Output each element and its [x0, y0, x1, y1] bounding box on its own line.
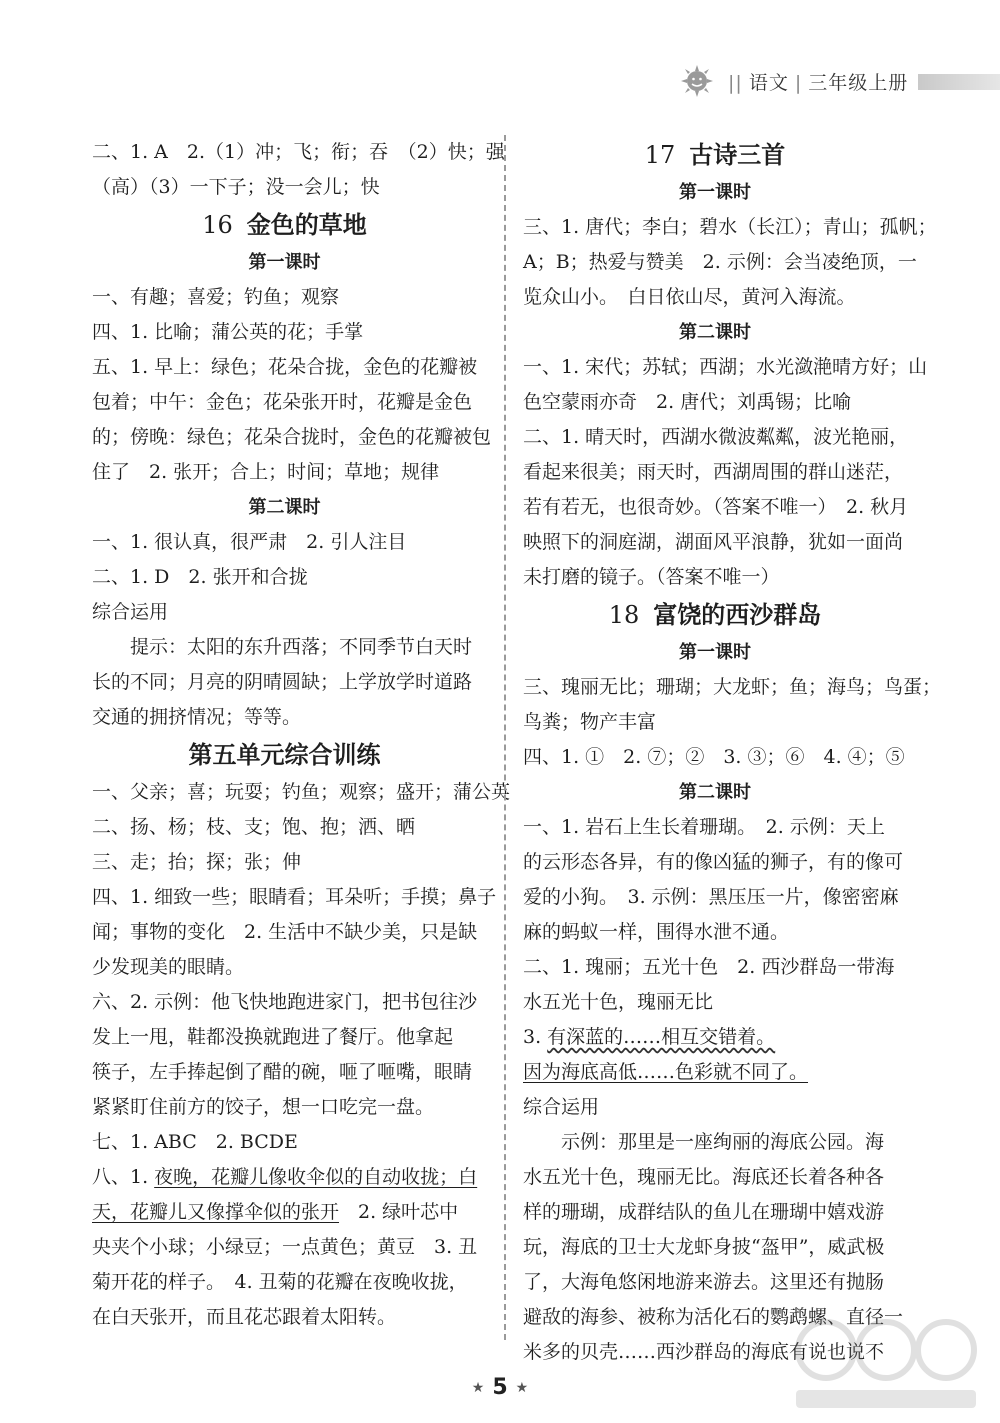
lesson-subtitle: 第一课时 — [679, 642, 751, 663]
lesson-subtitle: 第二课时 — [679, 782, 751, 803]
answer-line: 二、1. 晴天时，西湖水微波粼粼，波光艳丽， — [523, 426, 909, 448]
section-title — [523, 135, 907, 175]
section-number: 18 — [608, 601, 640, 629]
answer-line — [523, 1055, 907, 1090]
underlined-text: 有深蓝的……相互交错着。 — [547, 1026, 776, 1048]
underlined-text: 天，花瓣儿又像撑伞似的张开 — [92, 1201, 340, 1223]
answer-line: 闻；事物的变化 2. 生活中不缺少美，只是缺 — [92, 921, 478, 943]
answer-line: 住了 2. 张开；合上；时间；草地；规律 — [92, 461, 440, 483]
lesson-subtitle: 第二课时 — [248, 497, 321, 518]
answer-line: 一、1. 宋代；苏轼；西湖；水光潋滟晴方好；山 — [523, 356, 928, 378]
answer-line — [92, 1160, 477, 1195]
answer-line: 五、1. 早上：绿色；花朵合拢，金色的花瓣被 — [92, 356, 478, 378]
answer-line: A；B；热爱与赞美 2. 示例：会当凌绝顶，一 — [523, 251, 917, 273]
answer-line: 菊开花的样子。 4. 丑菊的花瓣在夜晚收拢， — [92, 1271, 468, 1293]
answer-line: 一、父亲；喜；玩耍；钓鱼；观察；盛开；蒲公英 — [92, 781, 511, 803]
answer-line: 的云形态各异，有的像凶猛的狮子，有的像可 — [523, 851, 904, 873]
answer-text: 2. 绿叶芯中 — [339, 1201, 459, 1223]
section-title-text: 富饶的西沙群岛 — [653, 601, 822, 629]
answer-line: 央夹个小球；小绿豆；一点黄色；黄豆 3. 丑 — [92, 1236, 478, 1258]
answer-line: 麻的蚂蚁一样，围得水泄不通。 — [523, 921, 790, 943]
star-icon: ★ — [471, 1380, 485, 1396]
answer-line: 玩，海底的卫士大龙虾身披“盔甲”，威武极 — [523, 1236, 885, 1258]
answer-line: 看起来很美；雨天时，西湖周围的群山迷茫， — [523, 461, 904, 483]
section-title-text: 第五单元综合训练 — [188, 741, 381, 769]
answer-line: 一、1. 很认真，很严肃 2. 引人注目 — [92, 531, 407, 553]
section-title — [523, 595, 907, 635]
answer-line: 避敌的海参、被称为活化石的鹦鹉螺、直径一 — [523, 1306, 904, 1328]
answer-line: 色空蒙雨亦奇 2. 唐代；刘禹锡；比喻 — [523, 391, 852, 413]
lesson-subtitle: 第一课时 — [248, 252, 321, 273]
answer-line: 览众山小。 白日依山尽，黄河入海流。 — [523, 286, 856, 308]
answer-line: （高）（3）一下子；没一会儿；快 — [92, 176, 380, 198]
answer-text: 八、1. — [92, 1166, 155, 1188]
star-icon: ★ — [515, 1380, 529, 1396]
section-title — [92, 205, 477, 245]
answer-line: 四、1. ① 2. ⑦；② 3. ③；⑥ 4. ④；⑤ — [523, 746, 905, 768]
lesson-subtitle: 第一课时 — [679, 182, 751, 203]
section-number: 16 — [202, 211, 233, 239]
answer-line: 四、1. 细致一些；眼睛看；耳朵听；手摸；鼻子 — [92, 886, 497, 908]
header-grade: 三年级上册 — [808, 72, 909, 94]
page-header — [680, 62, 1000, 102]
answer-line: 提示：太阳的东升西落；不同季节白天时 — [130, 636, 473, 658]
answer-text: 3. — [523, 1026, 548, 1048]
answer-line: 交通的拥挤情况；等等。 — [92, 706, 302, 728]
sun-logo-icon — [680, 64, 714, 98]
page-number: 5 — [492, 1375, 508, 1400]
answer-line — [92, 1195, 477, 1230]
answer-line: 水五光十色，瑰丽无比。海底还长着各种各 — [523, 1166, 885, 1188]
header-bar — [918, 74, 1000, 90]
answer-line: 综合运用 — [92, 601, 169, 623]
section-title — [92, 735, 477, 775]
answer-line: 若有若无，也很奇妙。（答案不唯一） 2. 秋月 — [523, 496, 909, 518]
answer-line: 映照下的洞庭湖，湖面风平浪静，犹如一面尚 — [523, 531, 904, 553]
lesson-subtitle: 第二课时 — [679, 322, 751, 343]
answer-line: 在白天张开，而且花芯跟着太阳转。 — [92, 1306, 397, 1328]
answer-line: 水五光十色，瑰丽无比 — [523, 991, 714, 1013]
answer-line: 筷子，左手捧起倒了醋的碗，咂了咂嘴，眼睛 — [92, 1061, 473, 1083]
answer-line: 示例：那里是一座绚丽的海底公园。海 — [561, 1131, 885, 1153]
left-column — [92, 135, 511, 1335]
answer-line: 二、1. D 2. 张开和合拢 — [92, 566, 308, 588]
answer-line: 一、有趣；喜爱；钓鱼；观察 — [92, 286, 340, 308]
answer-line: 了，大海龟悠闲地游来游去。这里还有抛肠 — [523, 1271, 885, 1293]
underlined-text: 夜晚，花瓣儿像收伞似的自动收拢；白 — [154, 1166, 478, 1188]
answer-line: 六、2. 示例：他飞快地跑进家门，把书包往沙 — [92, 991, 478, 1013]
answer-line: 样的珊瑚，成群结队的鱼儿在珊瑚中嬉戏游 — [523, 1201, 885, 1223]
answer-line: 未打磨的镜子。（答案不唯一） — [523, 566, 780, 588]
answer-line: 一、1. 岩石上生长着珊瑚。 2. 示例：天上 — [523, 816, 885, 838]
answer-line — [523, 1020, 907, 1055]
answer-line: 三、瑰丽无比；珊瑚；大龙虾；鱼；海鸟；鸟蛋； — [523, 676, 942, 698]
answer-line: 长的不同；月亮的阴晴圆缺；上学放学时道路 — [92, 671, 473, 693]
answer-line: 综合运用 — [523, 1096, 600, 1118]
answer-line: 七、1. ABC 2. BCDE — [92, 1131, 298, 1153]
column-divider — [504, 135, 506, 1340]
answer-line: 鸟粪；物产丰富 — [523, 711, 657, 733]
answer-line: 三、1. 唐代；李白；碧水（长江）；青山；孤帆； — [523, 216, 937, 238]
header-subject: 语文 — [748, 72, 789, 94]
answer-line: 包着；中午：金色；花朵张开时，花瓣是金色 — [92, 391, 473, 413]
answer-line: 紧紧盯住前方的饺子，想一口吃完一盘。 — [92, 1096, 435, 1118]
section-number: 17 — [644, 141, 676, 169]
underlined-text: 因为海底高低……色彩就不同了。 — [523, 1061, 809, 1083]
answer-line: 少发现美的眼睛。 — [92, 956, 245, 978]
header-text: || 语文 | 三年级上册 — [728, 72, 909, 94]
answer-line: 的；傍晚：绿色；花朵合拢时，金色的花瓣被包 — [92, 426, 492, 448]
answer-line: 三、走；抬；探；张；伸 — [92, 851, 302, 873]
answer-line: 二、1. A 2.（1）冲；飞；衔；吞 （2）快；强 — [92, 141, 505, 163]
answer-line: 爱的小狗。 3. 示例：黑压压一片，像密密麻 — [523, 886, 899, 908]
watermark-logo-icon — [786, 1310, 986, 1415]
answer-line: 发上一甩，鞋都没换就跑进了餐厅。他拿起 — [92, 1026, 454, 1048]
section-title-text: 古诗三首 — [689, 141, 786, 169]
answer-line: 四、1. 比喻；蒲公英的花；手掌 — [92, 321, 364, 343]
answer-line: 二、1. 瑰丽；五光十色 2. 西沙群岛一带海 — [523, 956, 895, 978]
answer-line: 二、扬、杨；枝、支；饱、抱；洒、晒 — [92, 816, 416, 838]
answer-line: 米多的贝壳……西沙群岛的海底有说也说不 — [523, 1341, 885, 1363]
section-title-text: 金色的草地 — [246, 211, 367, 239]
right-column — [523, 135, 942, 1370]
